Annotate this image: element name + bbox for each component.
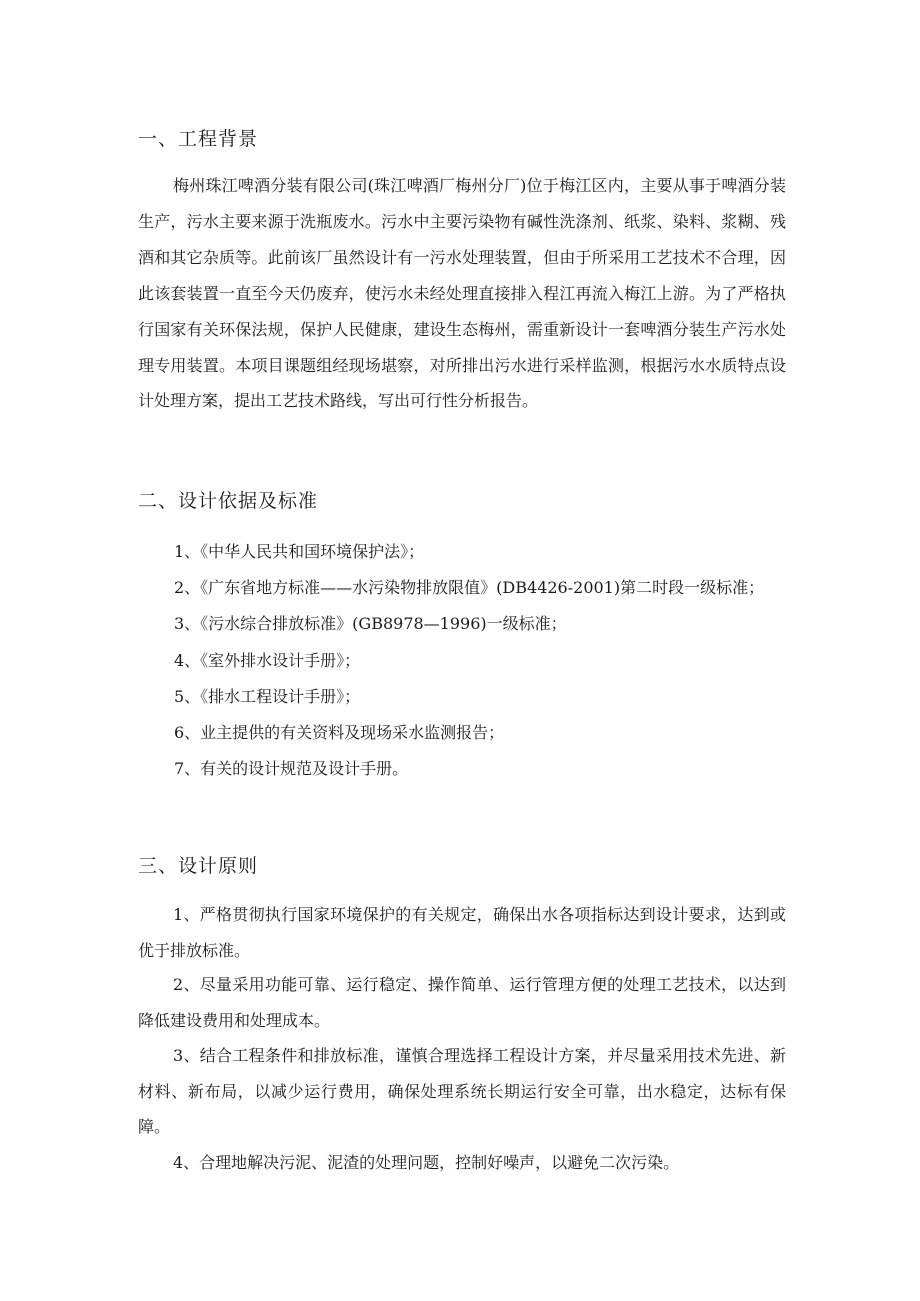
section-heading-background: 一、工程背景 bbox=[138, 128, 259, 150]
basis-item: 1、《中华人民共和国环境保护法》； bbox=[174, 542, 425, 561]
section-heading-principles: 三、设计原则 bbox=[138, 855, 259, 877]
basis-item: 5、《排水工程设计手册》； bbox=[174, 686, 361, 706]
basis-list bbox=[174, 534, 764, 787]
principle-paragraph: 3、结合工程条件和排放标准，谨慎合理选择工程设计方案，并尽量采用技术先进、新材料、新布局，以减少运行费用，确保处理系统长期运行安全可靠，出水稳定，达标有保障。 bbox=[138, 1046, 786, 1136]
principle-paragraph: 1、严格贯彻执行国家环境保护的有关规定，确保出水各项指标达到设计要求，达到或优于排放标准。 bbox=[138, 905, 786, 960]
principle-paragraph: 4、合理地解决污泥、泥渣的处理问题，控制好噪声，以避免二次污染。 bbox=[173, 1153, 680, 1172]
principle-paragraph: 2、尽量采用功能可靠、运行稳定、操作简单、运行管理方便的处理工艺技术，以达到降低建设费用和处理成本。 bbox=[138, 975, 786, 1030]
basis-item: 4、《室外排水设计手册》； bbox=[174, 650, 361, 670]
section-heading-basis: 二、设计依据及标准 bbox=[138, 490, 319, 512]
basis-item: 2、《广东省地方标准——水污染物排放限值》(DB4426-2001)第二时段一级标准； bbox=[174, 578, 765, 598]
basis-item: 3、《污水综合排放标准》(GB8978—1996)一级标准； bbox=[174, 614, 567, 634]
basis-item: 7、有关的设计规范及设计手册。 bbox=[174, 759, 409, 779]
background-paragraph: 梅州珠江啤酒分装有限公司(珠江啤酒厂梅州分厂)位于梅江区内，主要从事于啤酒分装生产，污水主要来源于洗瓶废水。污水中主要污染物有碱性洗涤剂、纸浆、染料、浆糊、残酒和其它杂质等。此前该厂虽然设计有一污水处理装置，但由于所采用工艺技术不合理，因此该套装置一直至今天仍废弃，使污水未经处理直接排入程江再流入梅江上游。为了严格执行国家有关环保法规，保护人民健康，建设生态梅州，需重新设计一套啤酒分装生产污水处理专用装置。本项目课题组经现场堪察，对所排出污水进行采样监测，根据污水水质特点设计处理方案，提出工艺技术路线，写出可行性分析报告。 bbox=[138, 176, 786, 411]
basis-item: 6、业主提供的有关资料及现场采水监测报告； bbox=[174, 722, 505, 742]
